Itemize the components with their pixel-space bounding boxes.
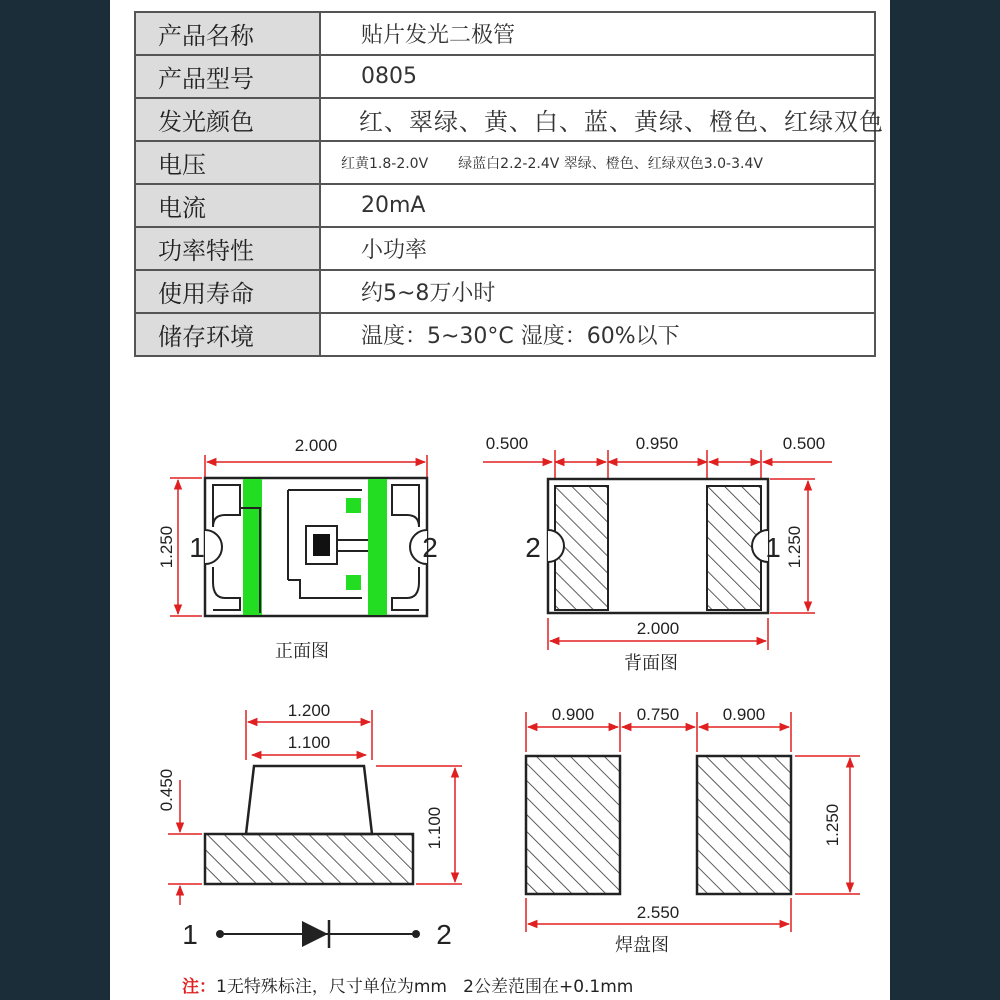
back-pin-2: 2 — [525, 532, 541, 563]
spec-value: 贴片发光二极管 — [320, 12, 875, 55]
spec-value — [320, 141, 875, 184]
diode-pin-1: 1 — [182, 919, 198, 950]
pad2-width-label: 0.900 — [722, 705, 766, 724]
table-row — [135, 12, 875, 55]
spec-value: 0805 — [320, 55, 875, 98]
pad-layout — [526, 705, 860, 955]
back-pin-1: 1 — [765, 532, 781, 563]
back-right-pad-label: 0.500 — [782, 434, 826, 453]
pad-caption: 焊盘图 — [615, 935, 669, 955]
spec-key: 发光颜色 — [135, 98, 320, 141]
front-green-strip-right — [368, 479, 387, 615]
table-row — [135, 270, 875, 313]
table-row — [135, 313, 875, 356]
pad1-width-label: 0.900 — [551, 705, 595, 724]
front-caption: 正面图 — [275, 641, 329, 661]
spec-key: 电流 — [135, 184, 320, 227]
table-row — [135, 227, 875, 270]
spec-value: 温度：5~30°C 湿度：60%以下 — [320, 313, 875, 356]
back-height-label: 1.250 — [785, 525, 804, 569]
spec-key: 电压 — [135, 141, 320, 184]
table-row — [135, 184, 875, 227]
spec-key: 功率特性 — [135, 227, 320, 270]
table-row — [135, 55, 875, 98]
voltage-other: 绿蓝白2.2-2.4V 翠绿、橙色、红绿双色3.0-3.4V — [458, 155, 763, 172]
back-caption: 背面图 — [624, 653, 678, 673]
table-row — [135, 141, 875, 184]
spec-table — [134, 11, 884, 357]
spec-value: 红、翠绿、黄、白、蓝、黄绿、橙色、红绿双色 — [320, 98, 875, 141]
diode-pin-2: 2 — [436, 919, 452, 950]
right-border — [890, 0, 1000, 1000]
left-border — [0, 0, 110, 1000]
front-view — [157, 436, 438, 661]
pad-height-label: 1.250 — [823, 803, 842, 847]
spec-value: 小功率 — [320, 227, 875, 270]
side-view — [157, 701, 462, 905]
dimension-drawings — [110, 400, 890, 970]
diode-symbol — [182, 919, 452, 950]
back-width-label: 2.000 — [636, 619, 680, 638]
side-base-height-label: 0.450 — [157, 768, 176, 812]
front-width-label: 2.000 — [294, 436, 338, 455]
footnote — [182, 972, 633, 997]
table-row — [135, 98, 875, 141]
side-top-width-label: 1.200 — [287, 701, 331, 720]
back-view — [483, 434, 832, 673]
front-pin-1: 1 — [189, 532, 205, 563]
note-label: 注： — [182, 977, 216, 997]
spec-key: 使用寿命 — [135, 270, 320, 313]
spec-key: 储存环境 — [135, 313, 320, 356]
side-total-height-label: 1.100 — [425, 806, 444, 850]
solder-pad-left — [526, 756, 620, 894]
spec-value: 约5~8万小时 — [320, 270, 875, 313]
spec-value: 20mA — [320, 184, 875, 227]
note-text: 1无特殊标注，尺寸单位为mm 2公差范围在+0.1mm — [216, 977, 634, 997]
side-inner-width-label: 1.100 — [287, 733, 331, 752]
spec-key: 产品型号 — [135, 55, 320, 98]
spec-key: 产品名称 — [135, 12, 320, 55]
pad-total-label: 2.550 — [636, 903, 680, 922]
front-pin-2: 2 — [422, 532, 438, 563]
back-left-pad-label: 0.500 — [485, 434, 529, 453]
front-height-label: 1.250 — [157, 525, 176, 569]
voltage-red-yellow: 红黄1.8-2.0V — [341, 155, 429, 172]
pad-gap-label: 0.750 — [636, 705, 680, 724]
solder-pad-right — [697, 756, 791, 894]
back-gap-label: 0.950 — [635, 434, 679, 453]
